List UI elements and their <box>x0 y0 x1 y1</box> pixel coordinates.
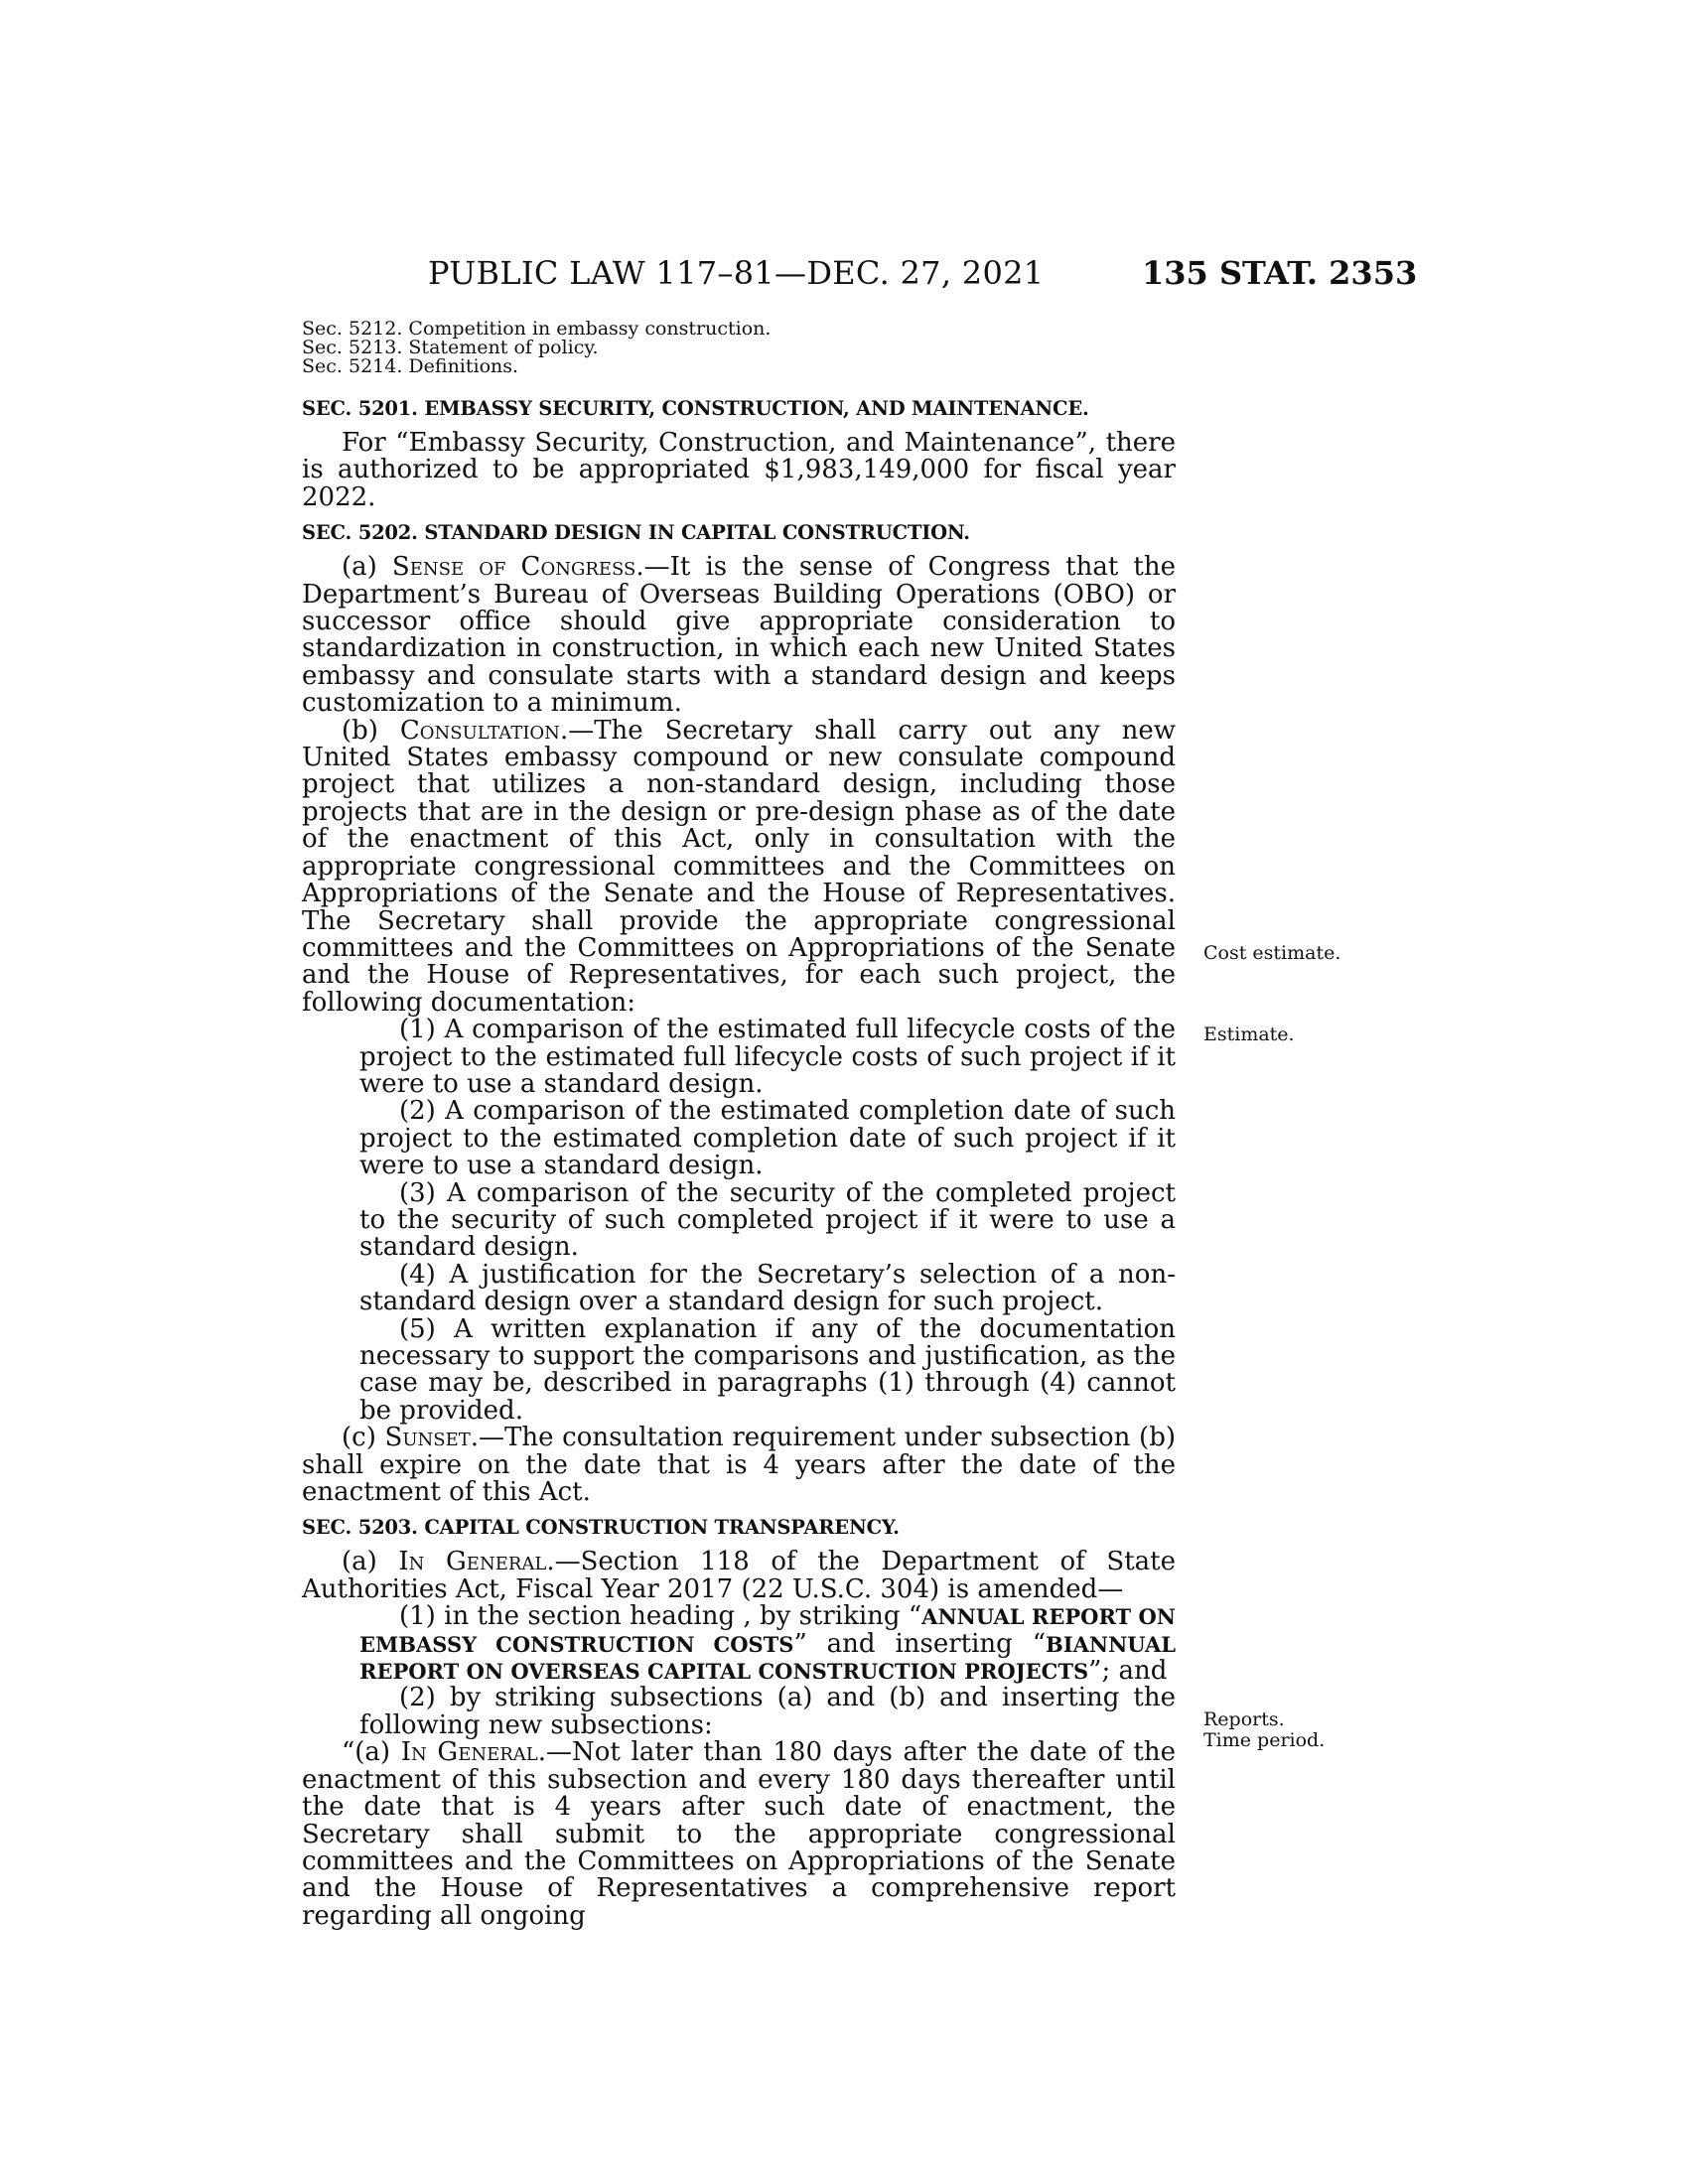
subsection-5202-b: (b) Consultation.—The Secretary shall carry out any new United States embassy compound or new consulate compound project that utilizes a non-standard design, including those projects that are in the design or pre-design phase as of the date of the enactment of this Act, only in consultation with the appropriate congressional committees and the Committees on Appropriations of the Senate and the House of Representatives. The Secretary shall provide the appropriate congressional committees and the Committees on Appropriations of the Senate and the House of Representatives, for each such project, the following documentation: <box>302 715 1176 1018</box>
toc-entry: Sec. 5214. Definitions. <box>302 355 519 377</box>
paragraph-5202-b-3: (3) A comparison of the security of the completed project to the security of such completed project if it were to use a standard design. <box>359 1177 1176 1263</box>
section-5203-heading: SEC. 5203. CAPITAL CONSTRUCTION TRANSPARENCY. <box>302 1516 900 1540</box>
inserted-heading-text: BIANNUAL REPORT ON OVERSEAS CAPITAL CONSTRUCTION PROJECTS <box>359 1631 1177 1685</box>
paragraph-5202-b-4: (4) A justification for the Secretary’s selection of a non-standard design over a standard design for such project. <box>359 1259 1176 1317</box>
subsection-5203-a: (a) In General.—Section 118 of the Department of State Authorities Act, Fiscal Year 2017 (22 U.S.C. 304) is amended— <box>302 1547 1176 1604</box>
subsection-caption: Sunset <box>384 1423 471 1453</box>
quoted-subsection-a: “(a) In General.—Not later than 180 days after the date of the enactment of this subsection and every 180 days thereafter until the date that is 4 years after such date of enactment, the Secretary shall submit to the appropriate congressional committees and the Committees on Appropriations of the Senate and the House of Representatives a comprehensive report regarding all ongoing <box>302 1737 1176 1931</box>
section-5202-heading: SEC. 5202. STANDARD DESIGN IN CAPITAL CONSTRUCTION. <box>302 521 970 545</box>
subsection-caption: Consultation <box>399 715 560 746</box>
margin-note-estimate: Estimate. <box>1203 1024 1295 1045</box>
margin-note-cost-estimate: Cost estimate. <box>1203 942 1341 964</box>
running-head-title: PUBLIC LAW 117–81—DEC. 27, 2021 <box>428 254 1045 292</box>
subsection-5202-a: (a) Sense of Congress.—It is the sense of Congress that the Department’s Bureau of Overseas Building Operations (OBO) or successor office should give appropriate consideration to standardization in construction, in which each new United States embassy and consulate starts with a standard design and keeps customization to a minimum. <box>302 552 1177 719</box>
paragraph-5202-b-5: (5) A written explanation if any of the documentation necessary to support the comparisons and justification, as the case may be, described in paragraphs (1) through (4) cannot be provided. <box>359 1313 1176 1426</box>
table-of-contents <box>302 320 1196 376</box>
toc-entry: Sec. 5212. Competition in embassy construction. <box>302 318 772 340</box>
subsection-caption: In General <box>398 1547 547 1577</box>
paragraph-5202-b-2: (2) A comparison of the estimated completion date of such project to the estimated completion date of such project if it were to use a standard design. <box>359 1096 1176 1181</box>
margin-note-time-period: Time period. <box>1203 1729 1326 1751</box>
section-5201-heading: SEC. 5201. EMBASSY SECURITY, CONSTRUCTION, AND MAINTENANCE. <box>302 397 1089 420</box>
subsection-5202-c: (c) Sunset.—The consultation requirement under subsection (b) shall expire on the date that is 4 years after the date of the enactment of this Act. <box>302 1423 1176 1508</box>
paragraph-5202-b-1: (1) A comparison of the estimated full lifecycle costs of the project to the estimated full lifecycle costs of such project if it were to use a standard design. <box>359 1015 1176 1099</box>
toc-entry: Sec. 5213. Statement of policy. <box>302 337 599 358</box>
struck-heading-text: ANNUAL REPORT ON EMBASSY CONSTRUCTION COSTS <box>359 1604 1176 1657</box>
margin-note-reports: Reports. <box>1203 1708 1285 1730</box>
page-header <box>0 254 1688 294</box>
statute-page-number: 135 STAT. 2353 <box>1142 254 1418 292</box>
subsection-caption: In General <box>400 1737 538 1768</box>
paragraph-5203-a-1: (1) in the section heading , by striking “ANNUAL REPORT ON EMBASSY CONSTRUCTION COSTS” and inserting “BIANNUAL REPORT ON OVERSEAS CAPITAL CONSTRUCTION PROJECTS”; and <box>359 1601 1177 1687</box>
section-5201-text: For “Embassy Security, Construction, and Maintenance”, there is authorized to be appropriated $1,983,149,000 for fiscal year 2022. <box>302 428 1176 512</box>
document-body <box>302 387 1176 1930</box>
paragraph-5203-a-2: (2) by striking subsections (a) and (b) and inserting the following new subsections: <box>359 1683 1176 1740</box>
subsection-caption: Sense of Congress <box>391 552 636 583</box>
